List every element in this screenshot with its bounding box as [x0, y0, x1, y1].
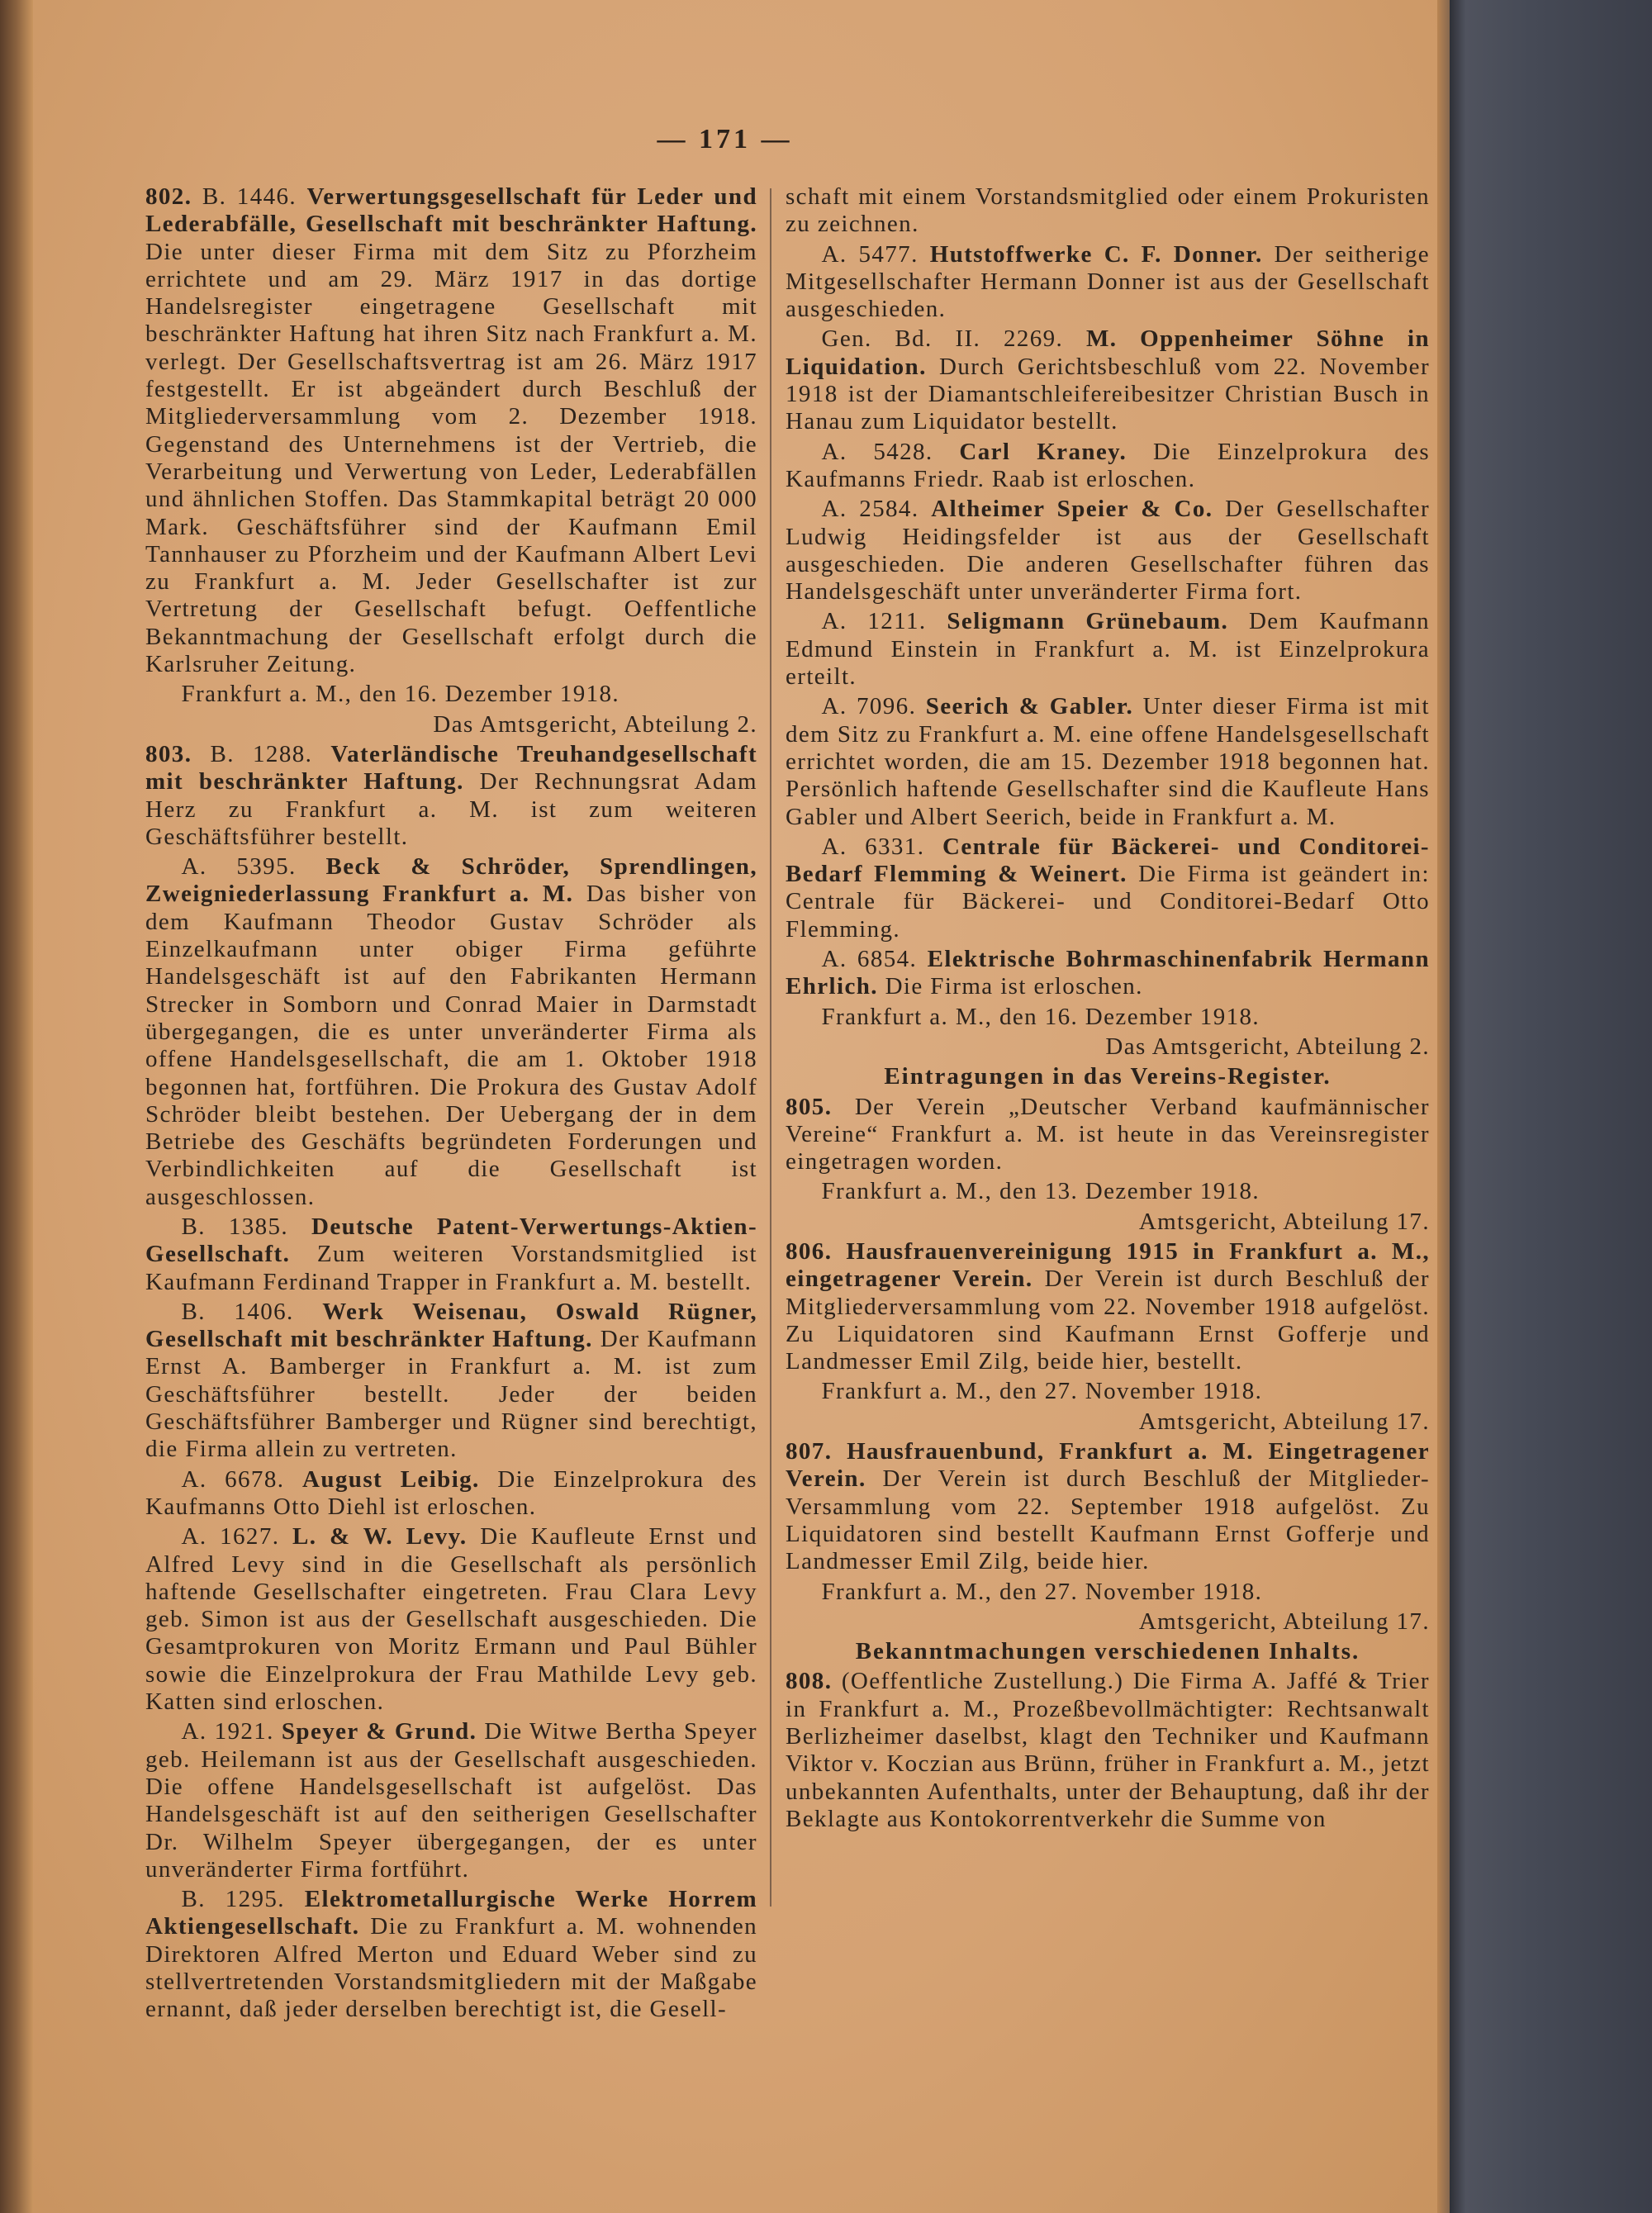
- register-entry: [786, 1094, 1430, 1176]
- register-entry: [145, 183, 757, 678]
- firm-name: Deutsche Patent-Verwertungs-Aktien-Gesellschaft.: [145, 1213, 757, 1268]
- entry-text: Die Einzelprokura des Kaufmanns Otto Diehl ist erloschen.: [145, 1465, 757, 1520]
- register-reference: B. 1288.: [210, 740, 313, 767]
- firm-name: Centrale für Bäckerei- und Conditorei-Bedarf Flemming & Weinert.: [786, 833, 1430, 888]
- entry-number: 803.: [145, 740, 192, 767]
- entry-text: Die Firma ist erloschen.: [885, 973, 1143, 1000]
- court-signature: Amtsgericht, Abteilung 17.: [1138, 1408, 1430, 1435]
- entry-text: Dem Kaufmann Edmund Einstein in Frankfurt a. M. ist Einzelprokura erteilt.: [786, 608, 1430, 691]
- firm-name: Hausfrauenbund, Frankfurt a. M. Eingetragener Verein.: [786, 1438, 1430, 1493]
- entry-text: Das bisher von dem Kaufmann Theodor Gustav Schröder als Einzelkaufmann unter obiger Firma geführte Handelsgeschäft ist auf den Fabrikanten Hermann Strecker in Somborn und Conrad Maier in Darmstadt übergegangen, die es unter unveränderter Firma als offene Handelsgesellschaft, die am 1. Oktober 1918 begonnen hat, fortführen. Die Prokura des Gustav Adolf Schröder bleibt bestehen. Der Uebergang der in dem Betriebe des Geschäfts begründeten Forderungen und Verbindlichkeiten auf die Gesellschaft ist ausgeschlossen.: [145, 881, 757, 1210]
- register-entry: [786, 325, 1430, 435]
- register-entry: [786, 833, 1430, 943]
- register-entry: [786, 1238, 1430, 1375]
- entry-text: Der Verein ist durch Beschluß der Mitgliederversammlung vom 22. November 1918 aufgelöst. Zu Liquidatoren sind Kaufmann Ernst Gofferje und Landmesser Emil Zilg, beide hier, bestellt.: [786, 1266, 1430, 1375]
- register-reference: A. 1921.: [181, 1718, 274, 1745]
- register-entry: [786, 1438, 1430, 1575]
- register-reference: B. 1295.: [181, 1886, 285, 1913]
- entry-number: 805.: [786, 1093, 833, 1120]
- firm-name: Hausfrauenvereinigung 1915 in Frankfurt a. M., eingetragener Verein.: [786, 1237, 1430, 1293]
- register-entry: [145, 853, 757, 1211]
- firm-name: Elektrische Bohrmaschinenfabrik Hermann Ehrlich.: [786, 946, 1430, 1000]
- entry-text: Der seitherige Mitgesellschafter Hermann Donner ist aus der Gesellschaft ausgeschieden.: [786, 240, 1430, 323]
- entry-text: Die unter dieser Firma mit dem Sitz zu Pforzheim errichtete und am 29. März 1917 in das dortige Handelsregister eingetragene Gesellschaft mit beschränkter Haftung hat ihren Sitz nach Frankfurt a. M. verlegt. Der Gesellschaftsvertrag ist am 26. März 1917 festgestellt. Er ist abgeändert durch Beschluß der Mitgliederversammlung vom 2. Dezember 1918. Gegenstand des Unternehmens ist der Vertrieb, die Verarbeitung und Verwertung von Leder, Lederabfällen und ähnlichen Stoffen. Das Stammkapital beträgt 20 000 Mark. Geschäftsführer sind der Kaufmann Emil Tannhauser zu Pforzheim und der Kaufmann Albert Levi zu Frankfurt a. M. Jeder Gesellschafter ist zur Vertretung der Gesellschaft befugt. Oeffentliche Bekanntmachung der Gesellschaft erfolgt durch die Karlsruher Zeitung.: [145, 238, 757, 678]
- register-entry: [786, 439, 1430, 494]
- firm-name: Seligmann Grünebaum.: [947, 608, 1229, 635]
- firm-name: Carl Kraney.: [959, 438, 1127, 465]
- firm-name: Elektrometallurgische Werke Horrem Aktiengesellschaft.: [145, 1886, 758, 1940]
- register-reference: A. 7096.: [821, 693, 917, 720]
- dateline: Frankfurt a. M., den 16. Dezember 1918.: [821, 1003, 1260, 1030]
- dateline: Frankfurt a. M., den 27. November 1918.: [821, 1578, 1263, 1605]
- column-divider: [770, 188, 771, 1907]
- entry-number: 808.: [786, 1668, 833, 1695]
- register-reference: B. 1385.: [181, 1213, 289, 1240]
- entry-text: Die Witwe Bertha Speyer geb. Heilemann ist aus der Gesellschaft ausgeschieden. Die offene Handelsgesellschaft ist aufgelöst. Das Handelsgeschäft ist auf den seitherigen Gesellschafter Dr. Wilhelm Speyer übergegangen, der es unter unveränderter Firma fortführt.: [145, 1718, 757, 1883]
- register-entry: [786, 496, 1430, 605]
- firm-name: Werk Weisenau, Oswald Rügner, Gesellschaft mit beschränkter Haftung.: [145, 1298, 757, 1353]
- register-entry: [145, 1466, 757, 1522]
- register-entry: [786, 608, 1430, 691]
- entry-text: Der Verein ist durch Beschluß der Mitglieder-Versammlung vom 22. September 1918 aufgelöst. Zu Liquidatoren sind bestellt Kaufmann Ernst Gofferje und Landmesser Emil Zilg, beide hier.: [786, 1465, 1430, 1575]
- register-entry: [145, 1523, 757, 1716]
- entry-number: 802.: [145, 183, 192, 210]
- register-reference: B. 1406.: [181, 1298, 294, 1325]
- register-entry: [786, 1668, 1430, 1833]
- entry-number: 806.: [786, 1237, 833, 1265]
- left-column: [145, 183, 757, 2026]
- entry-text: Die zu Frankfurt a. M. wohnenden Direktoren Alfred Merton und Eduard Weber sind zu stellvertretenden Vorstandsmitgliedern mit der Maßgabe ernannt, daß jeder derselben berechtigt ist, die Gesell-: [145, 1913, 757, 2023]
- court-signature: Das Amtsgericht, Abteilung 2.: [1105, 1033, 1430, 1060]
- entry-text: Der Verein „Deutscher Verband kaufmännischer Vereine“ Frankfurt a. M. ist heute in das Vereinsregister eingetragen worden.: [786, 1093, 1430, 1175]
- register-reference: B. 1446.: [202, 183, 297, 210]
- register-reference: A. 2584.: [821, 496, 919, 523]
- firm-name: Verwertungsgesellschaft für Leder und Lederabfälle, Gesellschaft mit beschränkter Haftung.: [145, 183, 757, 238]
- entry-text: Der Rechnungsrat Adam Herz zu Frankfurt a. M. ist zum weiteren Geschäftsführer bestellt.: [145, 768, 758, 850]
- register-entry: [786, 693, 1430, 830]
- entry-text: Der Gesellschafter Ludwig Heidingsfelder ist aus der Gesellschaft ausgeschieden. Die anderen Gesellschafter führen das Handelsgeschäft unter unveränderter Firma fort.: [786, 496, 1431, 605]
- section-heading: Bekanntmachungen verschiedenen Inhalts.: [855, 1638, 1360, 1665]
- page-number: — 171 —: [657, 124, 793, 154]
- firm-name: Speyer & Grund.: [281, 1718, 477, 1745]
- entry-text: Die Firma ist geändert in: Centrale für Bäckerei- und Conditorei-Bedarf Otto Flemming.: [786, 861, 1431, 943]
- court-signature: Das Amtsgericht, Abteilung 2.: [433, 710, 757, 738]
- firm-name: Seerich & Gabler.: [925, 693, 1134, 720]
- entry-text: Die Einzelprokura des Kaufmanns Friedr. Raab ist erloschen.: [786, 438, 1430, 492]
- court-signature: Amtsgericht, Abteilung 17.: [1138, 1608, 1430, 1635]
- firm-name: M. Oppenheimer Söhne in Liquidation.: [786, 325, 1430, 380]
- register-entry: [786, 241, 1430, 324]
- firm-name: Beck & Schröder, Sprendlingen, Zweigniederlassung Frankfurt a. M.: [145, 853, 757, 908]
- register-entry: [786, 946, 1430, 1001]
- dateline: Frankfurt a. M., den 13. Dezember 1918.: [821, 1178, 1260, 1205]
- court-signature: Amtsgericht, Abteilung 17.: [1138, 1208, 1430, 1235]
- section-heading: Eintragungen in das Vereins-Register.: [884, 1063, 1332, 1090]
- continued-text: schaft mit einem Vorstandsmitglied oder einem Prokuristen zu zeichnen.: [786, 183, 1430, 238]
- entry-text: Der Kaufmann Ernst A. Bamberger in Frankfurt a. M. ist zum Geschäftsführer bestellt. Jeder der beiden Geschäftsführer Bamberger und Rügner sind berechtigt, die Firma allein zu vertreten.: [145, 1326, 757, 1463]
- register-entry: [145, 741, 757, 851]
- register-reference: A. 5395.: [181, 853, 297, 881]
- register-reference: A. 6678.: [181, 1465, 285, 1493]
- firm-name: L. & W. Levy.: [292, 1523, 468, 1551]
- register-reference: A. 1627.: [181, 1523, 280, 1551]
- previous-page-edge: [0, 0, 33, 2213]
- firm-name: Altheimer Speier & Co.: [931, 496, 1213, 523]
- register-entry: [145, 1299, 757, 1464]
- register-reference: A. 6331.: [821, 833, 925, 860]
- entry-number: 807.: [786, 1438, 833, 1465]
- right-column: [786, 183, 1430, 1835]
- entry-text: (Oeffentliche Zustellung.) Die Firma A. Jaffé & Trier in Frankfurt a. M., Prozeßbevollmächtigter: Rechtsanwalt Berlizheimer daselbst, klagt den Techniker und Kaufmann Viktor v. Koczian aus Brünn, früher in Frankfurt a. M., jetzt unbekannten Aufenthalts, unter der Behauptung, daß ihr der Beklagte aus Kontokorrentverkehr die Summe von: [786, 1668, 1431, 1832]
- register-reference: A. 6854.: [821, 946, 918, 973]
- entry-text: Die Kaufleute Ernst und Alfred Levy sind in die Gesellschaft als persönlich haftende Gesellschafter eingetreten. Frau Clara Levy geb. Simon ist aus der Gesellschaft ausgeschieden. Die Gesamtprokuren von Moritz Ermann und Paul Bühler sowie die Einzelprokura der Frau Mathilde Levy geb. Katten sind erloschen.: [145, 1523, 757, 1716]
- book-binding: [1450, 0, 1652, 2213]
- entry-text: Durch Gerichtsbeschluß vom 22. November 1918 ist der Diamantschleifereibesitzer Christian Busch in Hanau zum Liquidator bestellt.: [786, 353, 1430, 435]
- register-entry: [145, 1718, 757, 1883]
- register-entry: [145, 1213, 757, 1296]
- dateline: Frankfurt a. M., den 16. Dezember 1918.: [181, 681, 620, 708]
- dateline: Frankfurt a. M., den 27. November 1918.: [821, 1378, 1263, 1405]
- register-reference: A. 5428.: [821, 438, 933, 465]
- firm-name: Hutstoffwerke C. F. Donner.: [929, 240, 1263, 268]
- entry-text: Unter dieser Firma ist mit dem Sitz zu Frankfurt a. M. eine offene Handelsgesellschaft errichtet worden, die am 15. Dezember 1918 begonnen hat. Persönlich haftende Gesellschafter sind die Kaufleute Hans Gabler und Albert Seerich, beide in Frankfurt a. M.: [786, 693, 1430, 830]
- entry-text: Zum weiteren Vorstandsmitglied ist Kaufmann Ferdinand Trapper in Frankfurt a. M. bestellt.: [145, 1241, 757, 1295]
- register-reference: A. 5477.: [821, 240, 919, 268]
- firm-name: Vaterländische Treuhandgesellschaft mit beschränkter Haftung.: [145, 740, 758, 795]
- register-reference: Gen. Bd. II. 2269.: [821, 325, 1064, 353]
- register-entry: [145, 1886, 757, 2023]
- firm-name: August Leibig.: [302, 1465, 480, 1493]
- register-reference: A. 1211.: [821, 608, 927, 635]
